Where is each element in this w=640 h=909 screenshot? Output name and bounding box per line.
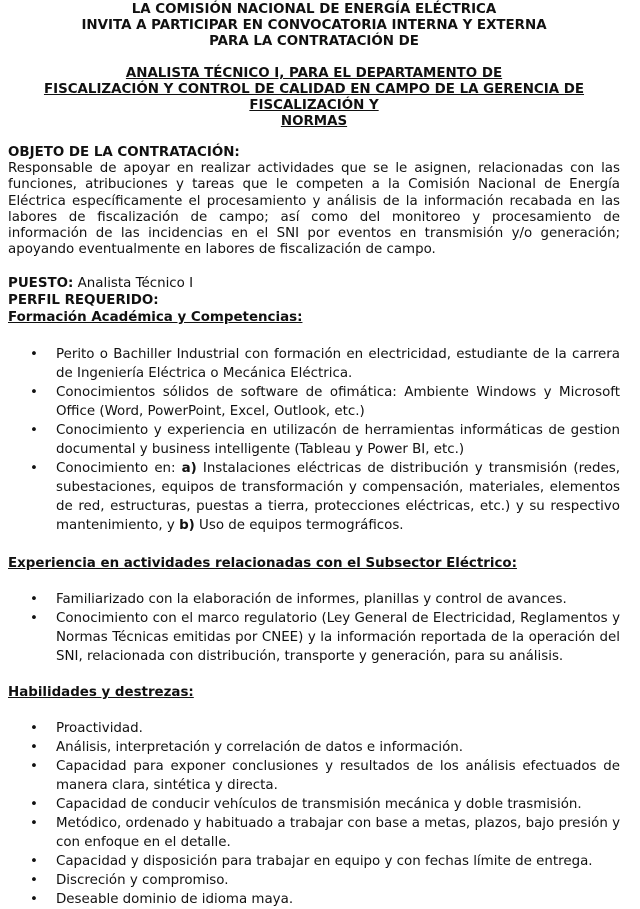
puesto-line bbox=[8, 275, 620, 292]
puesto-value: Analista Técnico I bbox=[73, 275, 194, 291]
formacion-title: Formación Académica y Competencias: bbox=[8, 309, 303, 325]
header-line-1: LA COMISIÓN NACIONAL DE ENERGÍA ELÉCTRICA bbox=[131, 2, 497, 17]
bullet-icon: • bbox=[30, 739, 38, 755]
header-line-2: INVITA A PARTICIPAR EN CONVOCATORIA INTERNA Y EXTERNA bbox=[81, 18, 547, 33]
list-item: • Conocimiento en: a) Instalaciones eléctricas de distribución y transmisión (redes, subestaciones, equipos de transformación y compensación, materiales, elementos de red, estructuras, puestas a tierra, protecciones eléctricas, etc.) y su respectivo mantenimiento, y b) Uso de equipos termográficos. bbox=[30, 460, 620, 533]
bullet-icon: • bbox=[30, 591, 38, 607]
bullet-icon: • bbox=[30, 422, 38, 438]
experiencia-title: Experiencia en actividades relacionadas con el Subsector Eléctrico: bbox=[8, 555, 517, 571]
bullet-icon: • bbox=[30, 815, 38, 831]
list-item: • Familiarizado con la elaboración de informes, planillas y control de avances. bbox=[30, 591, 567, 607]
bullet-icon: • bbox=[30, 796, 38, 812]
list-item: • Proactividad. bbox=[30, 720, 143, 736]
bullet-icon: • bbox=[30, 853, 38, 869]
experiencia-list bbox=[8, 590, 620, 666]
puesto-label: PUESTO: bbox=[8, 275, 74, 291]
bullet-icon: • bbox=[30, 872, 38, 888]
bullet-icon: • bbox=[30, 384, 38, 400]
list-item: • Conocimiento y experiencia en utilizacón de herramientas informáticas de gestion documental y business intelligente (Tableau y Power BI, etc.) bbox=[30, 422, 620, 457]
bullet-icon: • bbox=[30, 346, 38, 362]
bullet-icon: • bbox=[30, 720, 38, 736]
objeto-title: OBJETO DE LA CONTRATACIÓN: bbox=[8, 145, 240, 160]
list-item: • Conocimientos sólidos de software de ofimática: Ambiente Windows y Microsoft Office (Word, PowerPoint, Excel, Outlook, etc.) bbox=[30, 384, 620, 419]
list-item: • Análisis, interpretación y correlación de datos e información. bbox=[30, 739, 464, 755]
list-item: • Capacidad para exponer conclusiones y resultados de los análisis efectuados de manera clara, sintética y directa. bbox=[30, 758, 620, 793]
header-line-3: PARA LA CONTRATACIÓN DE bbox=[209, 34, 419, 49]
position-title-line-1: ANALISTA TÉCNICO I, PARA EL DEPARTAMENTO DE bbox=[125, 66, 503, 81]
bullet-icon: • bbox=[30, 460, 38, 476]
objeto-text: Responsable de apoyar en realizar actividades que se le asignen, relacionadas con las funciones, atribuciones y tareas que le competen a la Comisión Nacional de Energía Eléctrica específicamente el procesamiento y análisis de la información recabada en las labores de fiscalización de campo; así como del monitoreo y procesamiento de información de las incidencias en el SNI por eventos en transmisión y/o generación; apoyando eventualmente en labores de fiscalización de campo. bbox=[8, 161, 620, 258]
list-item: • Discreción y compromiso. bbox=[30, 872, 229, 888]
bullet-icon: • bbox=[30, 758, 38, 774]
perfil-label: PERFIL REQUERIDO: bbox=[8, 292, 159, 308]
habilidades-title: Habilidades y destrezas: bbox=[8, 684, 194, 700]
list-item: • Capacidad y disposición para trabajar en equipo y con fechas límite de entrega. bbox=[30, 853, 593, 869]
list-item: • Perito o Bachiller Industrial con formación en electricidad, estudiante de la carrera de Ingeniería Eléctrica o Mecánica Eléctrica. bbox=[30, 346, 620, 381]
formacion-list bbox=[8, 345, 620, 535]
position-title-line-2: FISCALIZACIÓN Y CONTROL DE CALIDAD EN CAMPO DE LA GERENCIA DE FISCALIZACIÓN Y bbox=[43, 82, 585, 113]
bullet-icon: • bbox=[30, 891, 38, 907]
position-title-line-3: NORMAS bbox=[280, 114, 348, 129]
habilidades-list bbox=[8, 719, 620, 909]
list-item: • Deseable dominio de idioma maya. bbox=[30, 891, 294, 907]
list-item: • Conocimiento con el marco regulatorio (Ley General de Electricidad, Reglamentos y Normas Técnicas emitidas por CNEE) y la información reportada de la operación del SNI, relacionada con distribución, transporte y generación, para su análisis. bbox=[30, 610, 620, 664]
bullet-icon: • bbox=[30, 610, 38, 626]
list-item: • Metódico, ordenado y habituado a trabajar con base a metas, plazos, bajo presión y con enfoque en el detalle. bbox=[30, 815, 620, 850]
list-item: • Capacidad de conducir vehículos de transmisión mecánica y doble trasmisión. bbox=[30, 796, 582, 812]
